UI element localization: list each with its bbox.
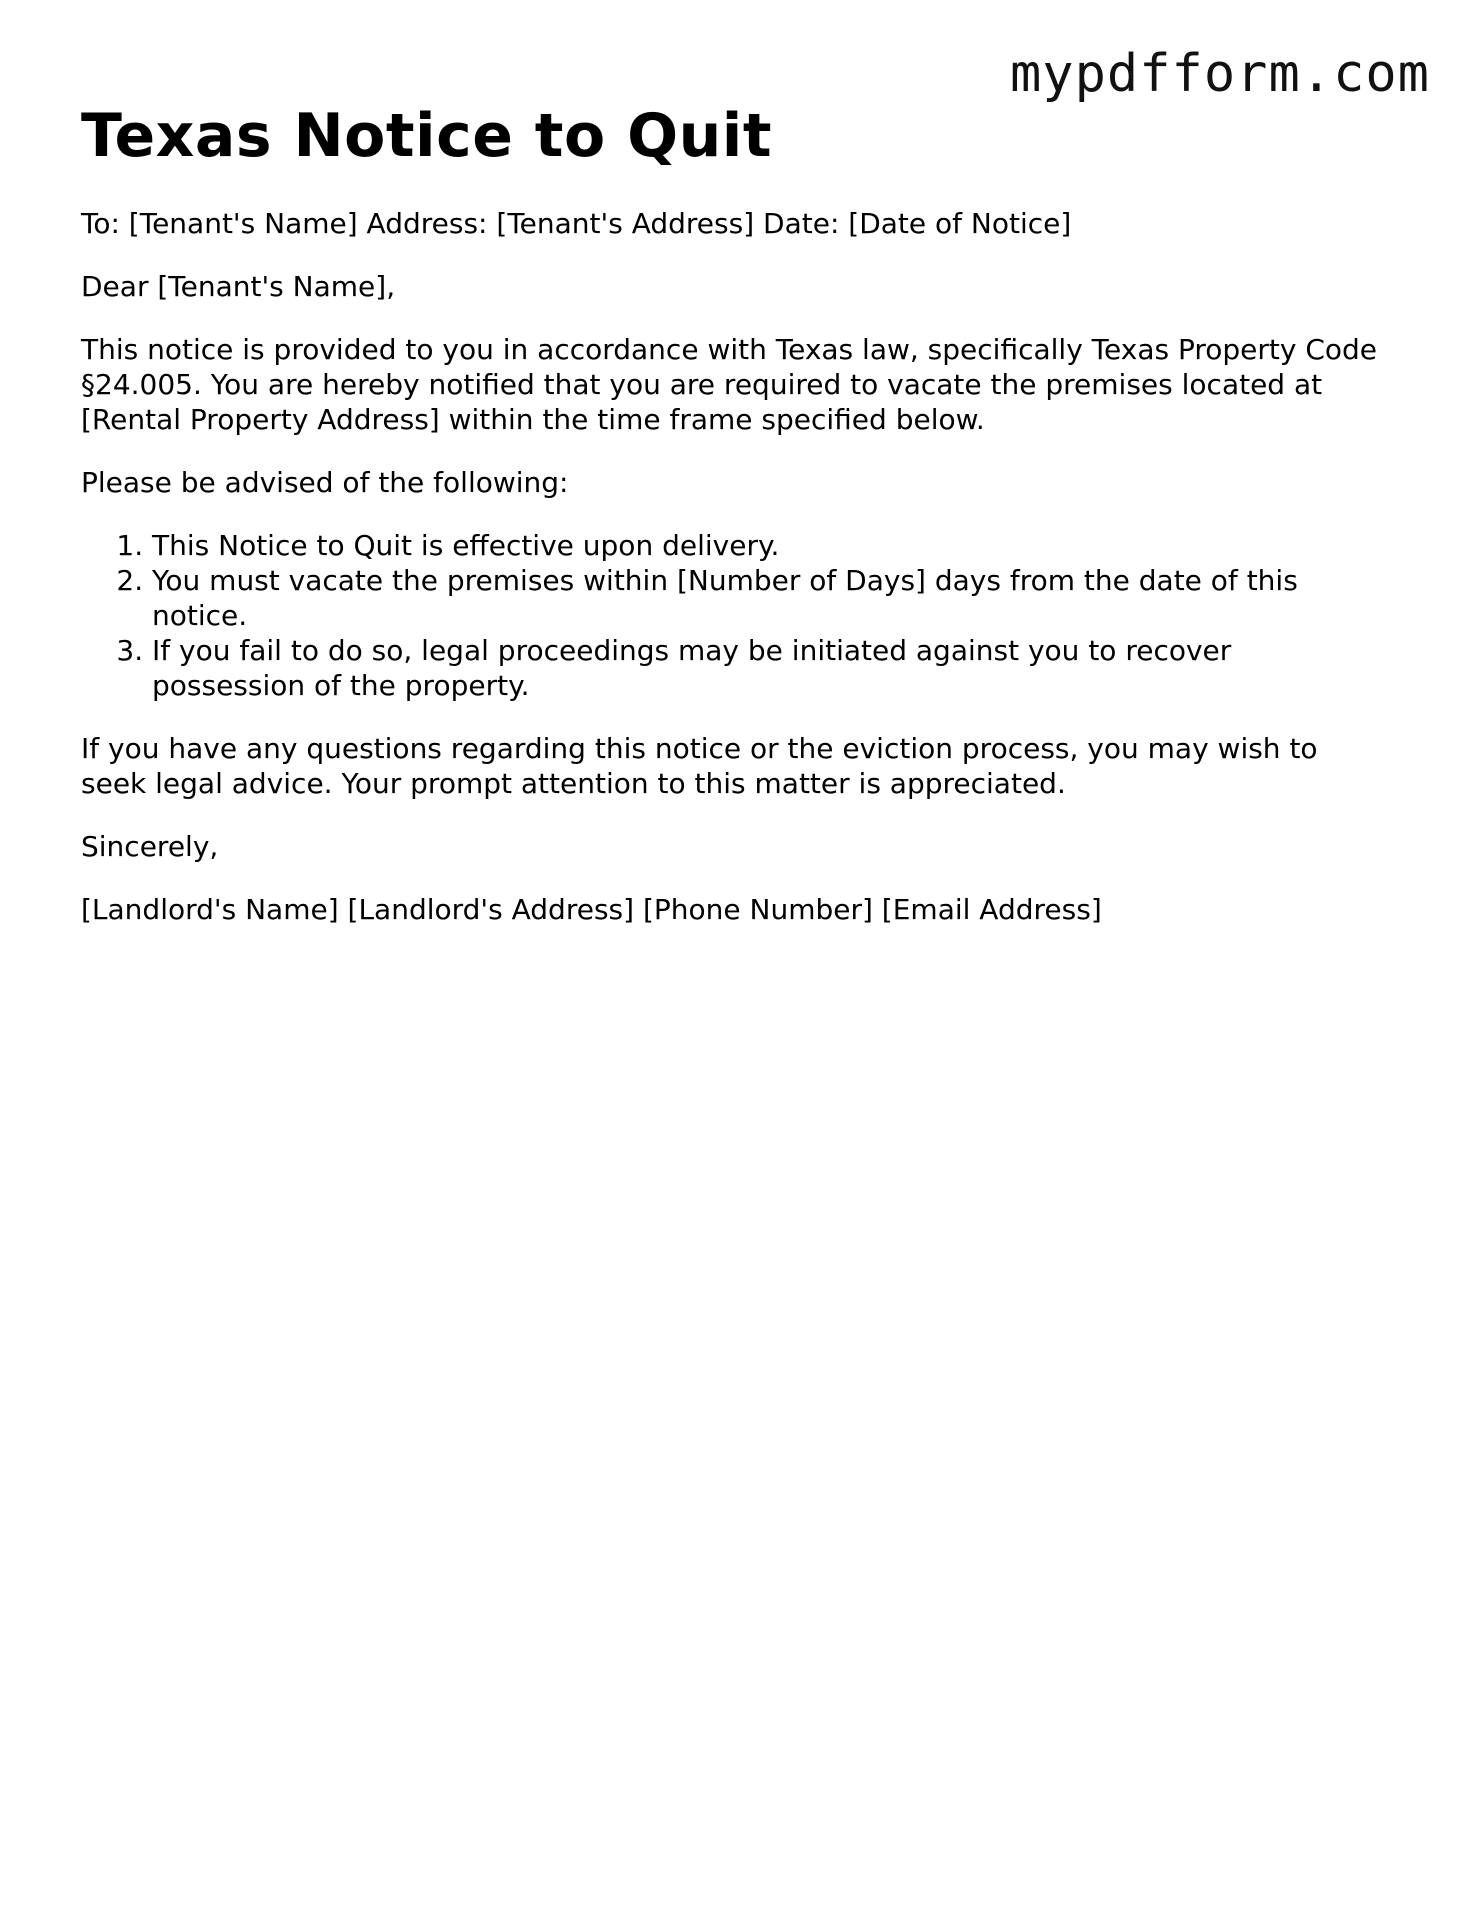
signature-line: [Landlord's Name] [Landlord's Address] [Phone Number] [Email Address] [81,893,1102,926]
closing-paragraph: If you have any questions regarding this notice or the eviction process, you may wish to seek legal advice. Your prompt attention to this matter is appreciated. [81,732,1318,800]
notice-items-list [81,528,1381,703]
list-item: 3. If you fail to do so, legal proceedings may be initiated against you to recover possession of the property. [152,633,1381,703]
recipient-header-line: To: [Tenant's Name] Address: [Tenant's Address] Date: [Date of Notice] [81,207,1072,240]
list-item: 2. You must vacate the premises within [Number of Days] days from the date of this notice. [152,563,1381,633]
advised-line: Please be advised of the following: [81,466,569,499]
signoff: Sincerely, [81,830,219,863]
site-watermark: mypdfform.com [1010,44,1430,104]
salutation: Dear [Tenant's Name], [81,270,396,303]
document-body [81,100,1381,955]
list-item: 1. This Notice to Quit is effective upon delivery. [152,528,1381,563]
document-title: Texas Notice to Quit [81,101,773,171]
intro-paragraph: This notice is provided to you in accordance with Texas law, specifically Texas Property Code §24.005. You are hereby notified that you are required to vacate the premises located at [Rental Property Address] within the time frame specified below. [81,333,1378,436]
